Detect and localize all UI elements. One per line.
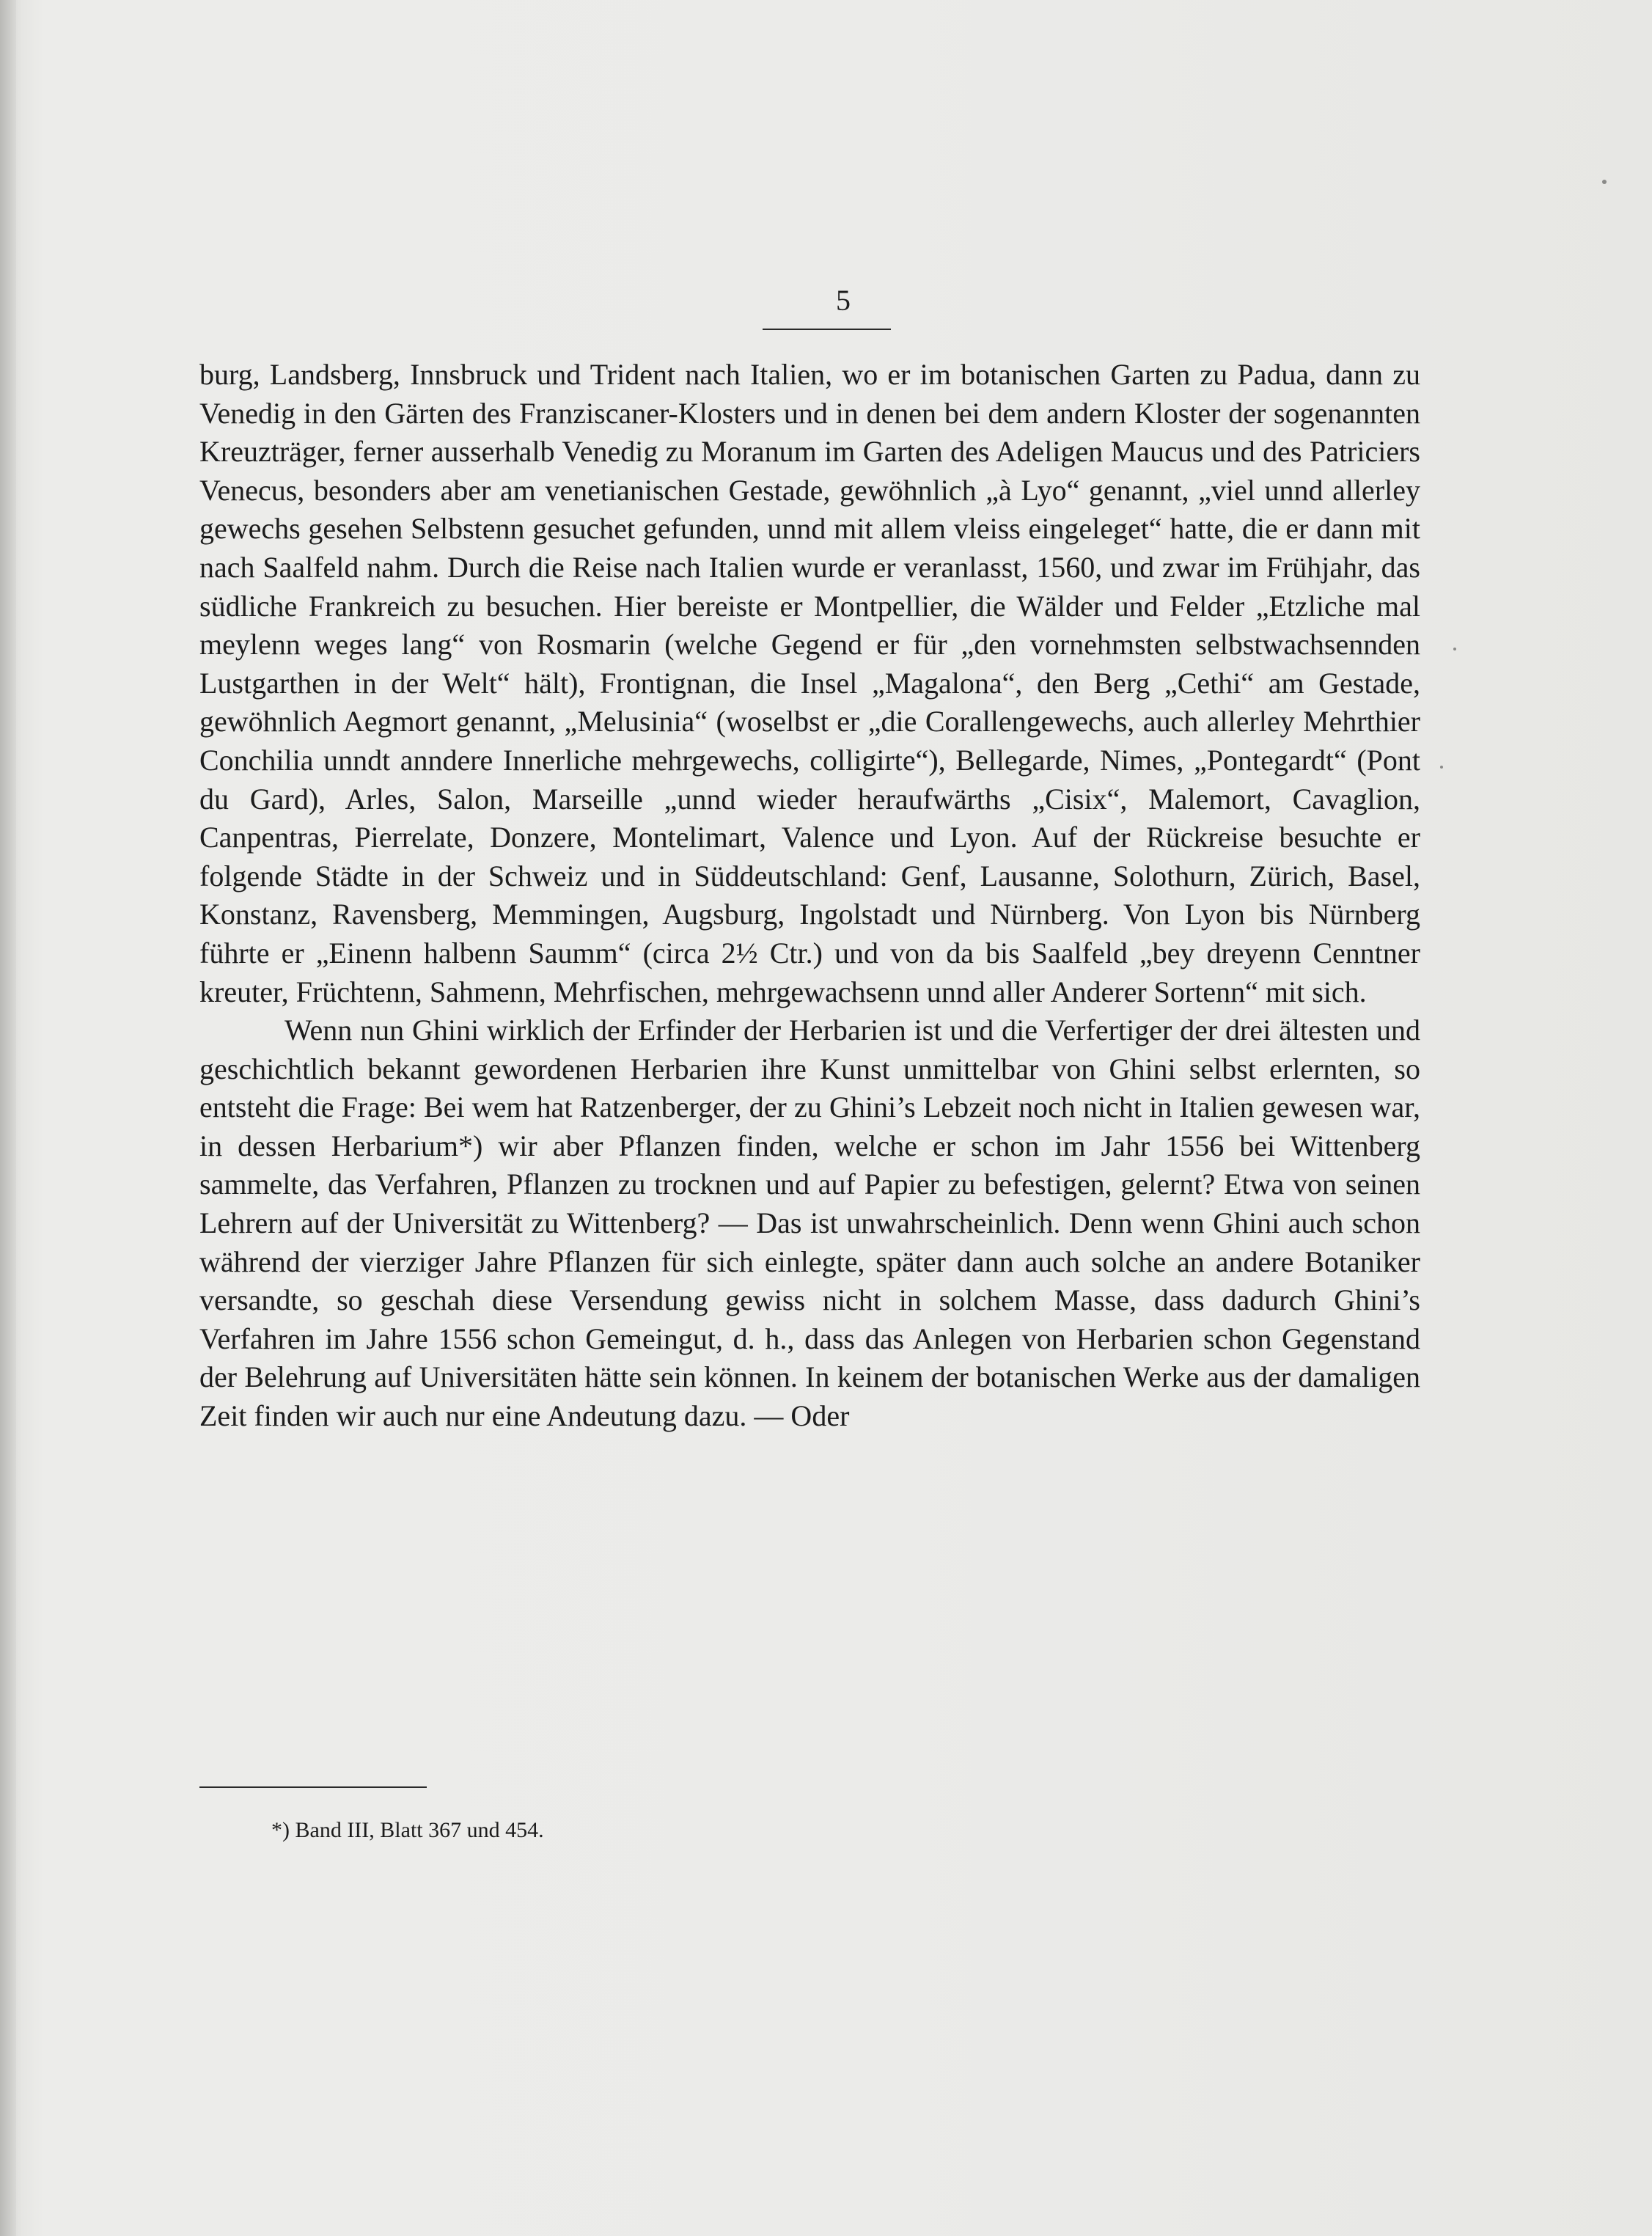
footnote-rule (199, 1786, 427, 1788)
header-rule (763, 329, 891, 330)
paragraph-1: burg, Landsberg, Innsbruck und Trident nach Italien, wo er im botanischen Garten zu Padua, dann zu Venedig in den Gärten des Franziscaner-Klosters und in denen bei dem andern Kloster der sogenannten Kreuzträger, ferner ausserhalb Venedig zu Moranum im Garten des Adeligen Maucus und des Patriciers Venecus, besonders aber am venetianischen Gestade, gewöhnlich „à Lyo“ genannt, „viel unnd allerley gewechs gesehen Selbstenn gesuchet gefunden, unnd mit allem vleiss eingeleget“ hatte, die er dann mit nach Saalfeld nahm. Durch die Reise nach Italien wurde er veranlasst, 1560, und zwar im Frühjahr, das südliche Frankreich zu besuchen. Hier bereiste er Montpellier, die Wälder und Felder „Etzliche mal meylenn weges lang“ von Rosmarin (welche Gegend er für „den vornehmsten selbstwachsennden Lustgarthen in der Welt“ hält), Frontignan, die Insel „Magalona“, den Berg „Cethi“ am Gestade, gewöhnlich Aegmort genannt, „Melusinia“ (woselbst er „die Corallengewechs, auch allerley Mehrthier Conchilia unndt anndere Innerliche mehrgewechs, colligirte“), Bellegarde, Nimes, „Pontegardt“ (Pont du Gard), Arles, Salon, Marseille „unnd wieder heraufwärths „Cisix“, Malemort, Cavaglion, Canpentras, Pierrelate, Donzere, Montelimart, Valence und Lyon. Auf der Rückreise besuchte er folgende Städte in der Schweiz und in Süddeutschland: Genf, Lausanne, Solothurn, Zürich, Basel, Konstanz, Ravensberg, Memmingen, Augsburg, Ingolstadt und Nürnberg. Von Lyon bis Nürnberg führte er „Einenn halbenn Saumm“ (circa 2½ Ctr.) und von da bis Saalfeld „bey dreyenn Cenntner kreuter, Früchtenn, Sahmenn, Mehrfischen, mehrgewachsenn unnd aller Anderer Sortenn“ mit sich. (199, 358, 1420, 1008)
body-text (199, 356, 1420, 1436)
paper-speck (1440, 766, 1443, 769)
paper-speck (1453, 648, 1456, 650)
paper-speck (1602, 180, 1607, 184)
paragraph-2: Wenn nun Ghini wirklich der Erfinder der Herbarien ist und die Verfertiger der drei ältesten und geschichtlich bekannt gewordenen Herbarien ihre Kunst unmittelbar von Ghini selbst erlernten, so entsteht die Frage: Bei wem hat Ratzenberger, der zu Ghini’s Lebzeit noch nicht in Italien gewesen war, in dessen Herbarium*) wir aber Pflanzen finden, welche er schon im Jahr 1556 bei Wittenberg sammelte, das Verfahren, Pflanzen zu trocknen und auf Papier zu befestigen, gelernt? Etwa von seinen Lehrern auf der Universität zu Wittenberg? — Das ist unwahrscheinlich. Denn wenn Ghini auch schon während der vierziger Jahre Pflanzen für sich einlegte, später dann auch solche an andere Botaniker versandte, so geschah diese Versendung gewiss nicht in solchem Masse, dass dadurch Ghini’s Verfahren im Jahre 1556 schon Gemeingut, d. h., dass das Anlegen von Herbarien schon Gegenstand der Belehrung auf Universitäten hätte sein können. In keinem der botanischen Werke aus der damaligen Zeit finden wir auch nur eine Andeutung dazu. — Oder (199, 1013, 1420, 1433)
binding-edge (0, 0, 16, 2236)
footnote: *) Band III, Blatt 367 und 454. (271, 1818, 544, 1842)
page-number: 5 (836, 284, 851, 317)
